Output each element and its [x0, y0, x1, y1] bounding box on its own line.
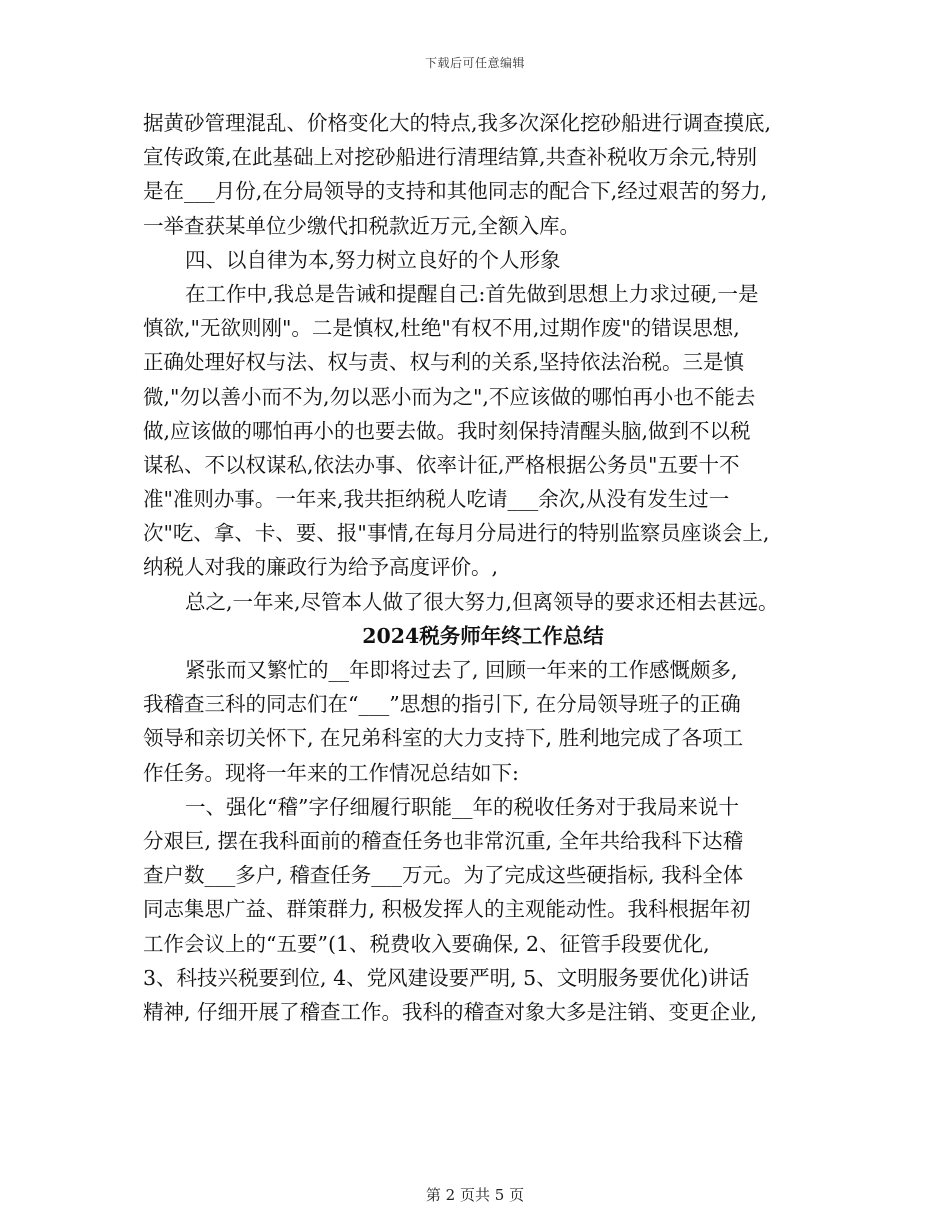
page-header: 下载后可任意编辑	[424, 56, 525, 70]
text-line: 一、强化“稽”字仔细履行职能__年的税收任务对于我局来说十	[185, 794, 739, 819]
text-line: 领导和亲切关怀下, 在兄弟科室的大力支持下, 胜利地完成了各项工	[143, 726, 744, 751]
text-line: 分艰巨, 摆在我科面前的稽查任务也非常沉重, 全年共给我科下达稽	[143, 828, 744, 853]
text-line: 做,应该做的哪怕再小的也要去做。我时刻保持清醒头脑,做到不以税	[143, 418, 751, 443]
text-line: 据黄砂管理混乱、价格变化大的特点,我多次深化挖砂船进行调查摸底,	[143, 111, 772, 135]
text-line: 次"吃、拿、卡、要、报"事情,在每月分局进行的特别监察员座谈会上,	[143, 521, 770, 546]
text-line: 微,"勿以善小而不为,勿以恶小而为之",不应该做的哪怕再小也不能去	[143, 384, 756, 409]
text-line: 我稽查三科的同志们在“___”思想的指引下, 在分局领导班子的正确	[143, 692, 741, 717]
text-line: 工作会议上的“五要”(1、税费收入要确保, 2、征管手段要优化,	[143, 931, 710, 956]
text-line: 准"准则办事。一年来,我共拒纳税人吃请___余次,从没有发生过一	[143, 487, 730, 512]
text-line: 在工作中,我总是告诫和提醒自己:首先做到思想上力求过硬,一是	[185, 281, 759, 306]
document-body	[143, 106, 823, 1029]
text-line: 宣传政策,在此基础上对挖砂船进行清理结算,共查补税收万余元,特别	[143, 145, 758, 170]
text-line: 紧张而又繁忙的__年即将过去了, 回顾一年来的工作感慨颇多,	[185, 658, 738, 682]
text-line: 纳税人对我的廉政行为给予高度评价。,	[143, 555, 499, 580]
text-line: 同志集思广益、群策群力, 积极发挥人的主观能动性。我科根据年初	[143, 897, 751, 922]
text-line: 正确处理好权与法、权与责、权与利的关系,坚持依法治税。三是慎	[143, 350, 745, 375]
text-line: 谋私、不以权谋私,依法办事、依率计征,严格根据公务员"五要十不	[143, 452, 740, 477]
text-line: 是在___月份,在分局领导的支持和其他同志的配合下,经过艰苦的努力,	[143, 179, 768, 204]
text-line: 四、以自律为本,努力树立良好的个人形象	[185, 247, 561, 272]
text-line: 总之,一年来,尽管本人做了很大努力,但离领导的要求还相去甚远。	[185, 589, 779, 614]
text-line: 3、科技兴税要到位, 4、党风建设要严明, 5、文明服务要优化)讲话	[143, 965, 750, 990]
text-line: 作任务。现将一年来的工作情况总结如下:	[143, 760, 519, 785]
document-title: 2024税务师年终工作总结	[362, 623, 604, 648]
text-line: 慎欲,"无欲则刚"。二是慎权,杜绝"有权不用,过期作废"的错误思想,	[143, 316, 740, 341]
text-line: 一举查获某单位少缴代扣税款近万元,全额入库。	[143, 213, 581, 238]
page-footer: 第 2 页共 5 页	[425, 1186, 525, 1204]
text-line: 查户数___多户, 稽查任务___万元。为了完成这些硬指标, 我科全体	[143, 863, 744, 888]
text-line: 精神, 仔细开展了稽查工作。我科的稽查对象大多是注销、变更企业,	[143, 999, 758, 1024]
